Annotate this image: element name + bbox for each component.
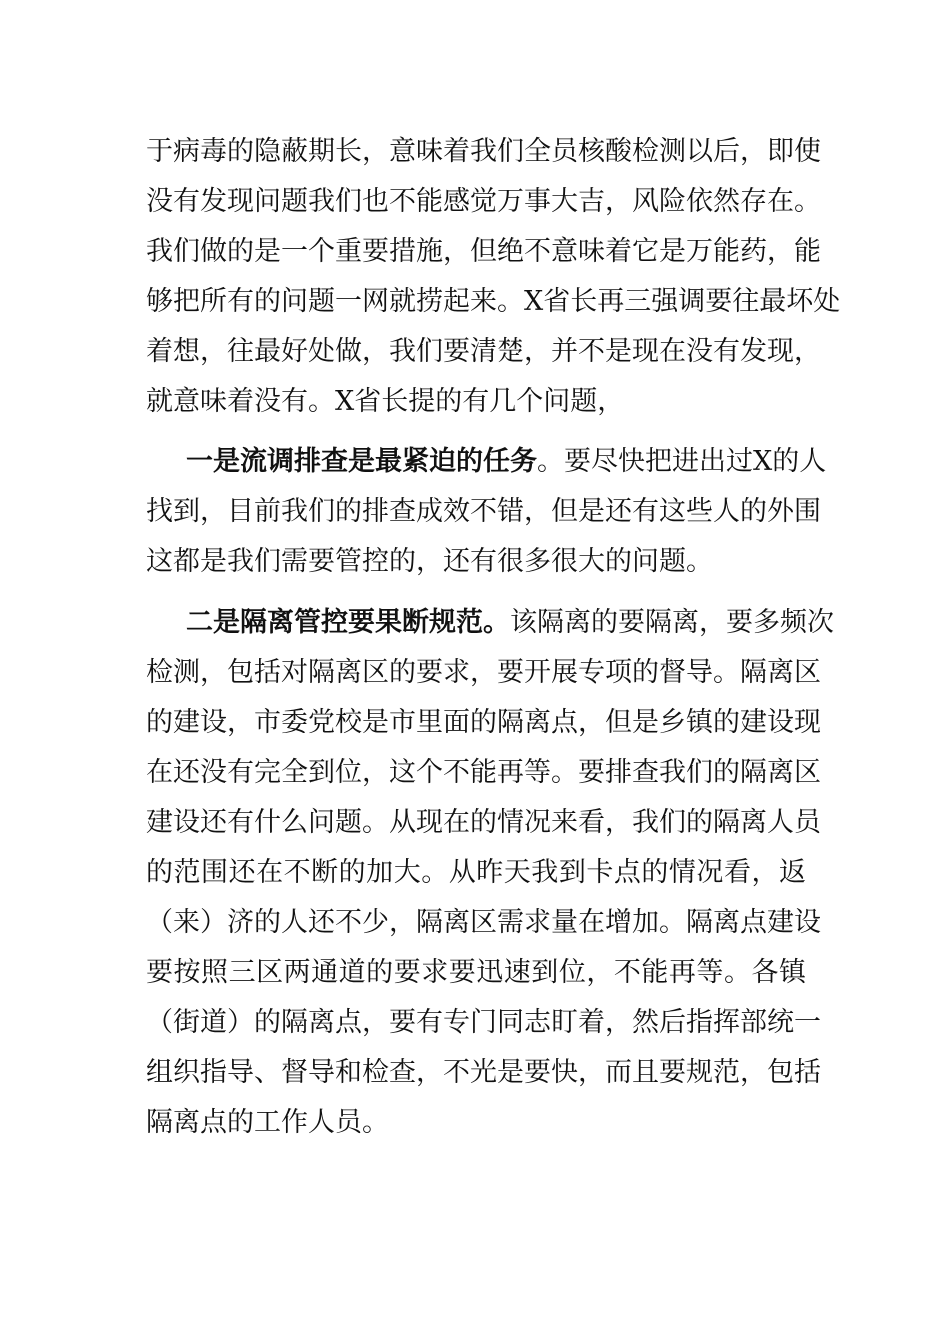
body-text-line: 建设还有什么问题。从现在的情况来看，我们的隔离人员 — [146, 807, 821, 838]
body-text-line: 隔离点的工作人员。 — [146, 1107, 389, 1138]
body-text-line: 着想，往最好处做，我们要清楚，并不是现在没有发现， — [146, 336, 821, 367]
body-text-line: 在还没有完全到位，这个不能再等。要排查我们的隔离区 — [146, 757, 821, 788]
body-text-line: 找到，目前我们的排查成效不错，但是还有这些人的外围 — [146, 496, 821, 527]
body-text-line: 够把所有的问题一网就捞起来。X省长再三强调要往最坏处 — [146, 286, 841, 317]
body-text-line: 没有发现问题我们也不能感觉万事大吉，风险依然存在。 — [146, 186, 821, 217]
body-text-line: （来）济的人还不少，隔离区需求量在增加。隔离点建设 — [146, 907, 821, 938]
body-text-line: 要按照三区两通道的要求要迅速到位，不能再等。各镇 — [146, 957, 806, 988]
body-text-line: 我们做的是一个重要措施，但绝不意味着它是万能药，能 — [146, 236, 821, 267]
body-text-line: 这都是我们需要管控的，还有很多很大的问题。 — [146, 546, 713, 577]
body-text-line: 的范围还在不断的加大。从昨天我到卡点的情况看，返 — [146, 857, 806, 888]
item-2-first-line — [186, 598, 834, 648]
item-2-heading: 二是隔离管控要果断规范。 — [186, 607, 510, 638]
item-2-text: 该隔离的要隔离，要多频次 — [510, 607, 834, 638]
body-text-line: 的建设，市委党校是市里面的隔离点，但是乡镇的建设现 — [146, 707, 821, 738]
item-1-first-line — [186, 437, 827, 487]
body-text-line: 组织指导、督导和检查，不光是要快，而且要规范，包括 — [146, 1057, 821, 1088]
body-text-line: 于病毒的隐蔽期长，意味着我们全员核酸检测以后，即使 — [146, 136, 821, 167]
item-1-heading: 一是流调排查是最紧迫的任务 — [186, 446, 537, 477]
body-text-line: 检测，包括对隔离区的要求，要开展专项的督导。隔离区 — [146, 657, 821, 688]
body-text-line: （街道）的隔离点，要有专门同志盯着，然后指挥部统一 — [146, 1007, 821, 1038]
item-1-text: 。要尽快把进出过X的人 — [537, 446, 827, 477]
body-text-line: 就意味着没有。X省长提的有几个问题， — [146, 386, 625, 417]
